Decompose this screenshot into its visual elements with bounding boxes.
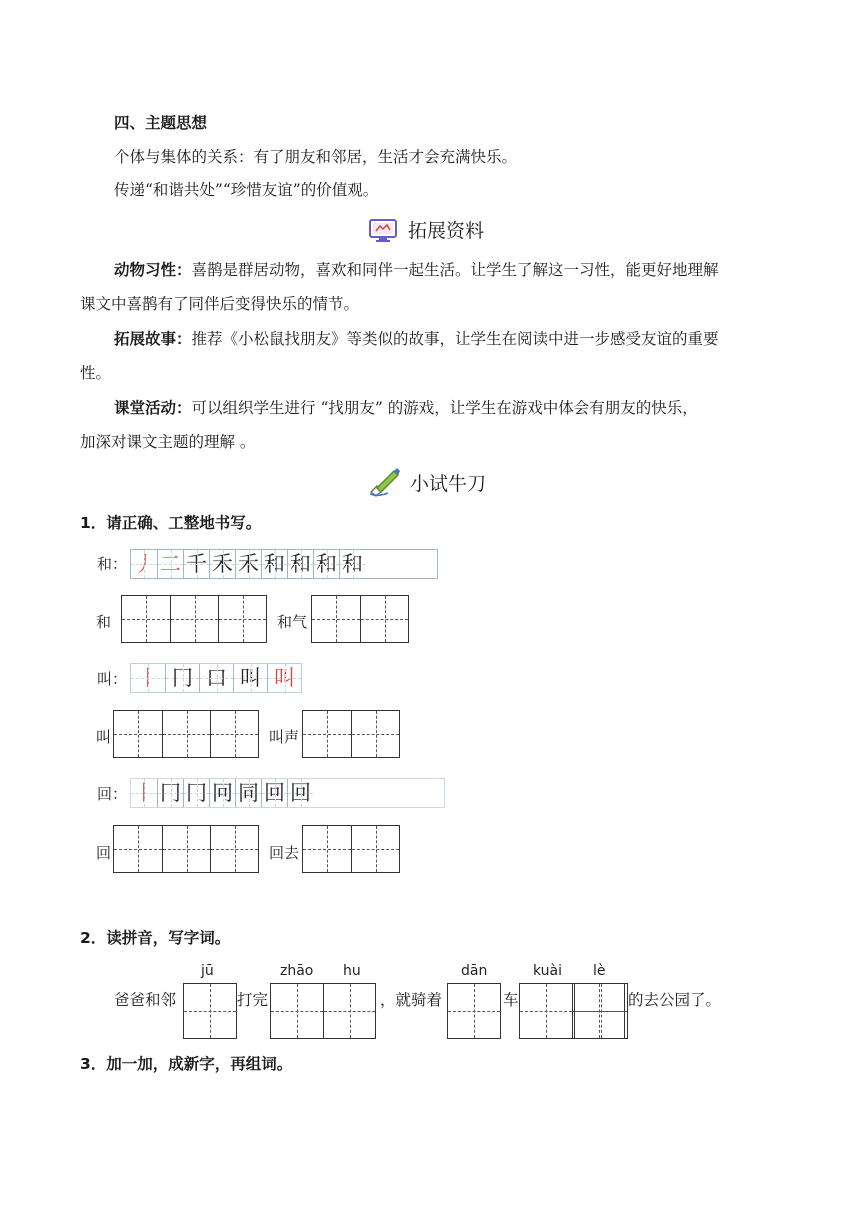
pen-tablet-icon <box>368 466 402 498</box>
stroke-label: 回： <box>97 785 128 803</box>
stroke-step: 冂 <box>183 779 209 807</box>
stroke-label: 叫： <box>97 670 128 688</box>
writing-grid[interactable] <box>302 825 400 873</box>
writing-grid[interactable] <box>574 983 628 1039</box>
stroke-step: 冂 <box>165 664 199 692</box>
practice-word-label: 叫声 <box>269 728 300 746</box>
paragraph: 加深对课文主题的理解 。 <box>80 433 256 451</box>
paragraph <box>114 329 719 349</box>
writing-grid[interactable] <box>113 710 259 758</box>
practice-title-block <box>368 466 486 498</box>
paragraph: 个体与集体的关系：有了朋友和邻居，生活才会充满快乐。 <box>114 148 518 166</box>
paragraph: 课文中喜鹊有了同伴后变得快乐的情节。 <box>80 295 360 313</box>
sentence-part: 打完 <box>237 991 269 1009</box>
sentence-part: ，就骑着 <box>380 991 443 1009</box>
sentence-part: 爸爸和邻 <box>114 991 177 1009</box>
pinyin: hu <box>343 963 361 979</box>
paragraph-text: 喜鹊是群居动物，喜欢和同伴一起生活。让学生了解这一习性，能更好地理解 <box>191 261 719 279</box>
sentence-part: 的去公园了。 <box>628 991 722 1009</box>
practice-word-label: 和气 <box>277 613 308 631</box>
question-3: 3．加一加，成新字，再组词。 <box>80 1055 293 1073</box>
paragraph <box>114 260 719 280</box>
paragraph-label: 动物习性： <box>114 261 192 279</box>
practice-word-label: 回去 <box>269 844 300 862</box>
writing-grid[interactable] <box>447 983 501 1039</box>
stroke-step: 丨 <box>131 664 165 692</box>
paragraph-label: 课堂活动： <box>114 399 192 417</box>
extension-title-block <box>368 216 484 243</box>
question-1: 1．请正确、工整地书写。 <box>80 514 262 532</box>
stroke-order-hui <box>130 778 445 808</box>
stroke-step: 和 <box>261 550 287 578</box>
stroke-step: 和 <box>287 550 313 578</box>
stroke-step: 和 <box>313 550 339 578</box>
stroke-step: 同 <box>235 779 261 807</box>
pinyin: dān <box>461 963 488 979</box>
practice-char-label: 回 <box>96 844 112 862</box>
stroke-step: 禾 <box>209 550 235 578</box>
stroke-step: 冂 <box>157 779 183 807</box>
stroke-step: 丿 <box>131 550 157 578</box>
monitor-icon <box>368 217 398 243</box>
paragraph-label: 拓展故事： <box>114 330 192 348</box>
writing-grid[interactable] <box>302 710 400 758</box>
pinyin: kuài <box>533 963 563 979</box>
stroke-step: 二 <box>157 550 183 578</box>
paragraph-text: 推荐《小松鼠找朋友》等类似的故事，让学生在阅读中进一步感受友谊的重要 <box>191 330 719 348</box>
stroke-step: 冋 <box>209 779 235 807</box>
stroke-step: 口 <box>199 664 233 692</box>
section-heading: 四、主题思想 <box>114 114 208 132</box>
question-2: 2．读拼音，写字词。 <box>80 929 231 947</box>
stroke-order-jiao <box>130 663 302 693</box>
practice-char-label: 和 <box>96 613 112 631</box>
paragraph <box>114 398 698 418</box>
stroke-step: 和 <box>339 550 365 578</box>
writing-grid[interactable] <box>311 595 409 643</box>
stroke-step: 千 <box>183 550 209 578</box>
paragraph-text: 可以组织学生进行 “找朋友” 的游戏，让学生在游戏中体会有朋友的快乐， <box>191 399 698 417</box>
paragraph: 性。 <box>80 364 112 382</box>
pinyin: jū <box>201 963 214 979</box>
writing-grid[interactable] <box>270 983 376 1039</box>
practice-title: 小试牛刀 <box>410 472 487 495</box>
extension-title: 拓展资料 <box>408 220 485 242</box>
writing-grid[interactable] <box>113 825 259 873</box>
sentence-part: 车 <box>503 991 519 1009</box>
stroke-step: 叫 <box>233 664 267 692</box>
stroke-step: 回 <box>261 779 287 807</box>
stroke-order-he <box>130 549 438 579</box>
stroke-step: 丨 <box>131 779 157 807</box>
paragraph: 传递“和谐共处”“珍惜友谊”的价值观。 <box>114 181 379 199</box>
stroke-step: 叫 <box>267 664 301 692</box>
writing-grid[interactable] <box>183 983 237 1039</box>
stroke-step: 禾 <box>235 550 261 578</box>
writing-grid[interactable] <box>121 595 267 643</box>
practice-char-label: 叫 <box>96 728 112 746</box>
stroke-step: 回 <box>287 779 313 807</box>
pinyin: zhāo <box>280 963 314 979</box>
pinyin: lè <box>593 963 606 979</box>
stroke-label: 和： <box>97 555 128 573</box>
